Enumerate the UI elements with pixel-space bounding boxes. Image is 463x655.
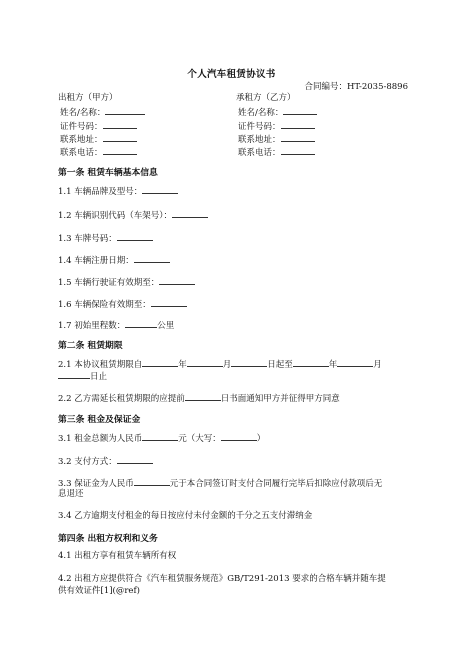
contract-number: 合同编号：HT-2035-8896 [304,82,408,92]
section-2-heading: 第二条 租赁期限 [58,341,123,351]
item-2-2: 2.2 乙方需延长租赁期限的应提前 日书面通知甲方并征得甲方同意 [58,394,340,404]
item-1-3: 1.3 车牌号码： [58,232,153,245]
item-3-1: 3.1 租金总额为人民币 元（大写： ） [58,434,266,444]
section-4-heading: 第四条 出租方权利和义务 [58,534,158,544]
section-1-heading: 第一条 租赁车辆基本信息 [58,168,158,178]
lessor-address-field: 联系地址： [60,133,137,146]
item-3-3: 3.3 保证金为人民币 元于本合同签订时支付合同履行完毕后扣除应付款项后无 [58,479,383,489]
item-1-2: 1.2 车辆识别代码（车架号）： [58,209,208,222]
item-1-7: 1.7 初始里程数： 公里 [58,321,175,331]
item-3-2: 3.2 支付方式： [58,455,153,468]
item-4-1: 4.1 出租方享有租赁车辆所有权 [58,551,177,561]
item-4-2: 4.2 出租方应提供符合《汽车租赁服务规范》GB/T291-2013 要求的合格车辆并随车提 [58,574,386,584]
item-1-4: 1.4 车辆注册日期： [58,254,170,267]
item-1-6: 1.6 车辆保险有效期至： [58,298,187,311]
item-2-1: 2.1 本协议租赁期限自 年 月 日起至 年 月 [58,360,382,370]
lessor-header: 出租方（甲方） [58,93,118,103]
item-4-2-cont: 供有效证件[1](@ref) [58,586,140,596]
item-1-1: 1.1 车辆品牌及型号： [58,185,178,198]
lessor-id-field: 证件号码： [60,120,137,133]
item-2-1-cont: 日止 [58,370,107,383]
lessee-id-field: 证件号码： [238,120,315,133]
lessee-name-field: 姓名/名称： [238,106,317,119]
lessor-phone-field: 联系电话： [60,146,137,159]
lessor-name-field: 姓名/名称： [60,106,145,119]
lessee-header: 承租方（乙方） [236,93,296,103]
lessee-phone-field: 联系电话： [238,146,315,159]
item-1-5: 1.5 车辆行驶证有效期至： [58,276,195,289]
document-title: 个人汽车租赁协议书 [187,69,276,80]
item-3-4: 3.4 乙方逾期支付租金的每日按应付未付金额的千分之五支付滞纳金 [58,511,313,521]
item-3-3-cont: 息退还 [58,489,84,499]
section-3-heading: 第三条 租金及保证金 [58,415,141,425]
lessee-address-field: 联系地址： [238,133,315,146]
